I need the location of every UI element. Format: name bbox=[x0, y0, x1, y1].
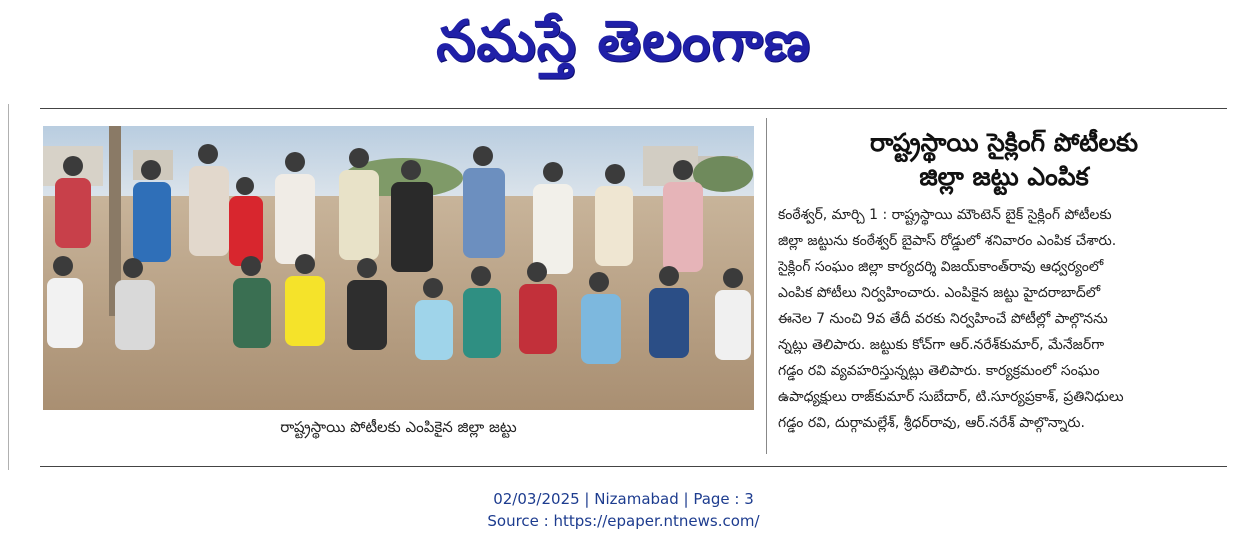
body-line: సైక్లింగ్ సంఘం జిల్లా కార్యదర్శి విజయ్‌కాంత్‌రావు ఆధ్వర్యంలో bbox=[778, 259, 1104, 275]
source-link[interactable]: Source : https://epaper.ntnews.com/ bbox=[487, 512, 760, 530]
body-line: ఎంపిక పోటీలు నిర్వహించారు. ఎంపికైన జట్టు హైదరాబాద్‌లో bbox=[778, 285, 1101, 301]
body-line: ఈనెల 7 నుంచి 9వ తేదీ వరకు నిర్వహించే పోటీల్లో పాల్గొనను bbox=[778, 311, 1108, 327]
headline-line-2: జిల్లా జట్టు ఎంపిక bbox=[919, 162, 1089, 191]
body-line: గడ్డం రవి, దుర్గామల్లేశ్, శ్రీధర్‌రావు, ఆర్.నరేశ్ పాల్గొన్నారు. bbox=[778, 415, 1085, 431]
top-divider bbox=[40, 108, 1227, 109]
article-headline bbox=[778, 126, 1230, 194]
body-line: కంఠేశ్వర్, మార్చి 1 : రాష్ట్రస్థాయి మౌంటెన్ బైక్ సైక్లింగ్ పోటీలకు bbox=[778, 207, 1112, 223]
left-page-edge bbox=[8, 104, 9, 470]
team-photo bbox=[43, 126, 754, 410]
headline-line-1: రాష్ట్రస్థాయి సైక్లింగ్ పోటీలకు bbox=[870, 128, 1138, 157]
masthead bbox=[0, 0, 1247, 84]
article-body bbox=[778, 202, 1230, 436]
photo-caption: రాష్ట్రస్థాయి పోటీలకు ఎంపికైన జిల్లా జట్టు bbox=[280, 418, 517, 436]
body-line: న్నట్లు తెలిపారు. జట్టుకు కోచ్‌గా ఆర్.నరేశ్‌కుమార్, మేనేజర్‌గా bbox=[778, 337, 1105, 353]
body-line: జిల్లా జట్టును కంఠేశ్వర్ బైపాస్ రోడ్డులో శనివారం ఎంపిక చేశారు. bbox=[778, 233, 1117, 249]
column-divider bbox=[766, 118, 767, 454]
newspaper-logo-title: నమస్తే తెలంగాణ bbox=[436, 9, 811, 74]
body-line: గడ్డం రవి వ్యవహరిస్తున్నట్లు తెలిపారు. కార్యక్రమంలో సంఘం bbox=[778, 363, 1100, 379]
body-line: ఉపాధ్యక్షులు రాజ్‌కుమార్ సుబేదార్, టి.సూర్యప్రకాశ్, ప్రతినిధులు bbox=[778, 389, 1124, 405]
edition-info: 02/03/2025 | Nizamabad | Page : 3 bbox=[493, 490, 754, 508]
footer bbox=[0, 488, 1247, 532]
bottom-divider bbox=[40, 466, 1227, 467]
